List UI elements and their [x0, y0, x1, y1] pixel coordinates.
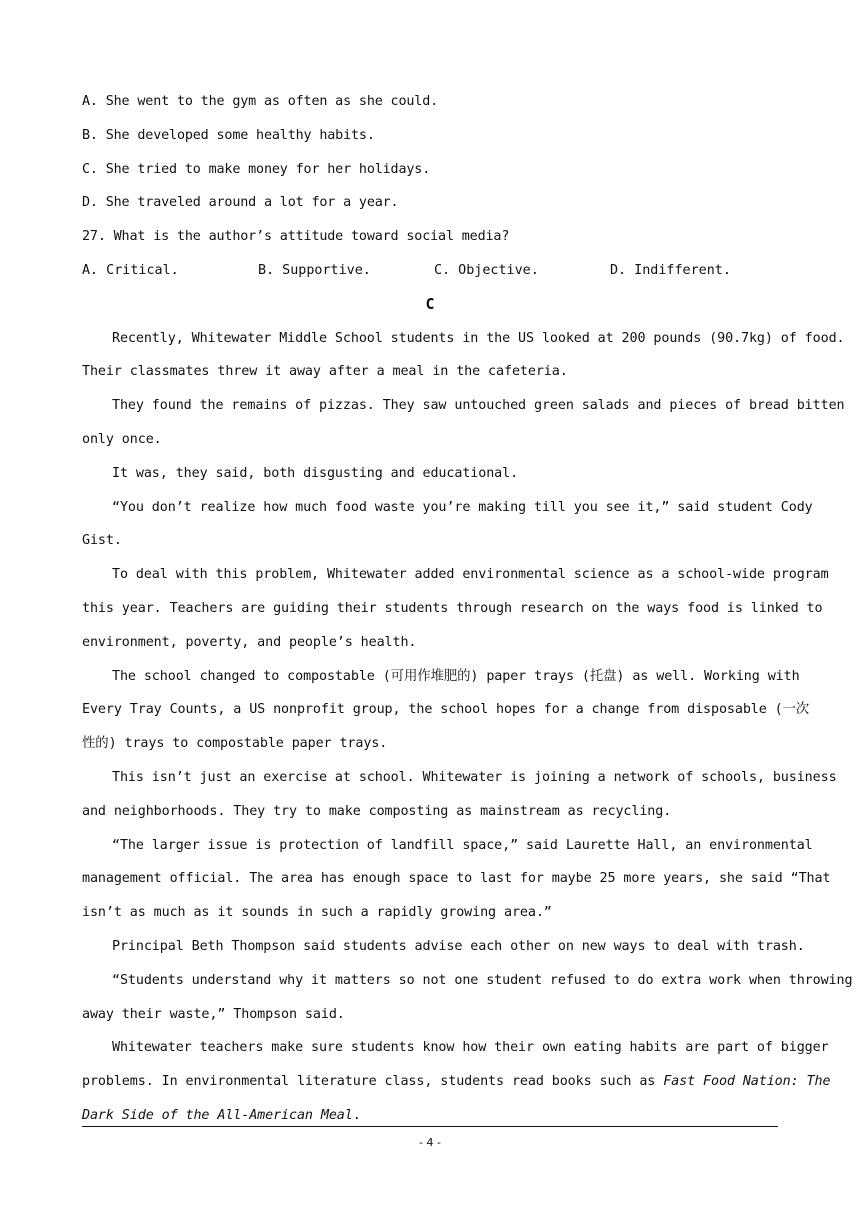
- passage-line: “The larger issue is protection of landfill space,” said Laurette Hall, an environmental: [112, 837, 813, 853]
- passage-line: They found the remains of pizzas. They saw untouched green salads and pieces of bread bitten: [112, 398, 845, 414]
- passage-line: [82, 1099, 778, 1133]
- passage-line: Every Tray Counts, a US nonprofit group, the school hopes for a change from disposable (一次: [82, 702, 810, 718]
- q26-option-c: C. She tried to make money for her holidays.: [82, 161, 431, 177]
- passage-line: It was, they said, both disgusting and educational.: [112, 465, 519, 481]
- passage-line: Principal Beth Thompson said students advise each other on new ways to deal with trash.: [112, 938, 805, 954]
- passage-line: This isn’t just an exercise at school. Whitewater is joining a network of schools, business: [112, 769, 837, 785]
- q26-option-d: D. She traveled around a lot for a year.: [82, 195, 399, 211]
- passage-text: .: [352, 1107, 361, 1123]
- q26-option-a: A. She went to the gym as often as she could.: [82, 94, 439, 109]
- footer-rule: [82, 1126, 778, 1127]
- passage-line: The school changed to compostable (可用作堆肥的) paper trays (托盘) as well. Working with: [112, 668, 800, 684]
- passage-line: Their classmates threw it away after a meal in the cafeteria.: [82, 364, 568, 380]
- passage-line: only once.: [82, 431, 162, 447]
- q27-option-b: B. Supportive.: [258, 262, 371, 278]
- passage-line: isn’t as much as it sounds in such a rapidly growing area.”: [82, 905, 552, 921]
- section-label: C: [425, 294, 435, 313]
- passage-line: management official. The area has enough space to last for maybe 25 more years, she said “That: [82, 871, 831, 887]
- book-title: Fast Food Nation: The: [663, 1074, 831, 1090]
- q27-option-c: C. Objective.: [434, 262, 539, 278]
- passage-line: 性的) trays to compostable paper trays.: [82, 736, 388, 752]
- book-title-continued: Dark Side of the All-American Meal: [82, 1107, 353, 1123]
- q26-option-b: B. She developed some healthy habits.: [82, 127, 375, 143]
- passage-line: environment, poverty, and people’s health.: [82, 634, 417, 650]
- passage-line: Whitewater teachers make sure students know how their own eating habits are part of bigger: [112, 1040, 829, 1056]
- passage-line: Recently, Whitewater Middle School students in the US looked at 200 pounds (90.7kg) of food.: [112, 330, 845, 346]
- passage-line: [82, 1065, 831, 1099]
- q27-option-a: A. Critical.: [82, 262, 179, 278]
- document-page: [82, 85, 853, 1133]
- passage-line: Gist.: [82, 533, 122, 549]
- passage-line: this year. Teachers are guiding their students through research on the ways food is linked to: [82, 600, 823, 616]
- passage-line: “Students understand why it matters so not one student refused to do extra work when throwing: [112, 972, 853, 988]
- q27-options: [82, 254, 778, 288]
- passage-line: To deal with this problem, Whitewater added environmental science as a school-wide program: [112, 567, 829, 583]
- passage-text: problems. In environmental literature class, students read books such as: [82, 1074, 664, 1090]
- passage-line: and neighborhoods. They try to make composting as mainstream as recycling.: [82, 803, 672, 819]
- passage-line: “You don’t realize how much food waste you’re making till you see it,” said student Cody: [112, 499, 813, 515]
- q27-option-d: D. Indifferent.: [610, 262, 731, 278]
- page-number: - 4 -: [419, 1136, 441, 1149]
- q27-question: 27. What is the author’s attitude toward social media?: [82, 229, 510, 245]
- passage-line: away their waste,” Thompson said.: [82, 1006, 345, 1022]
